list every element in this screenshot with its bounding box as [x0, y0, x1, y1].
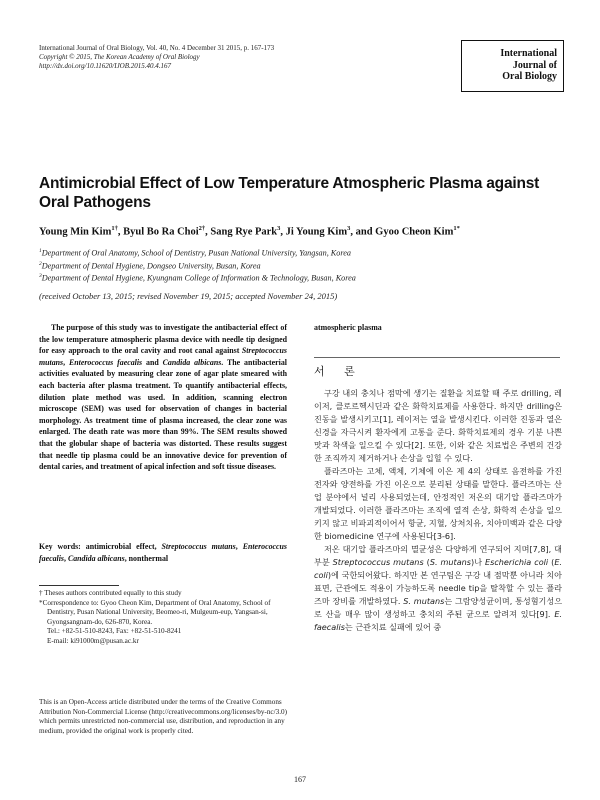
affiliation-line: [39, 246, 559, 259]
footnote-equal-contribution: † Theses authors contributed equally to this study: [39, 589, 182, 597]
body-run: 플라즈마는 고체, 액체, 기체에 이은 제 4의 상태로 음전하를 가진 전자와 양전하를 가진 이온으로 분리된 상태를 말한다. 플라즈마는 산업 분야에서 널리 사용되었는데, 안정적인 저온의 대기압 플라즈마가 개발되었다. 이러한 플라즈마는 조직에 열적 손상, 화학적 손상을 일으키지 않고 비파괴적이어서 항균, 지혈, 상처치유, 치아미백과 같은 다양한 biomedicine 연구에 사용된다[3-6].: [314, 466, 562, 541]
journal-header-info: [39, 44, 369, 71]
body-run: )나: [471, 557, 485, 567]
journal-name-line: International: [500, 48, 557, 59]
body-run: 구강 내의 충치나 점막에 생기는 질환을 치료할 때 주로 drilling, 레이저, 클로르헥시딘과 같은 화학치료제를 사용한다. 하지만 drilling은 진동을 발생시키고[1], 레이저는 열을 발생시킨다. 이러한 진동과 열은 신경을 자극시켜 환자에게 고통을 준다. 화학치료제의 경우 기분 나쁜 맛과 착색을 일으킬 수 있다[2]. 또한, 이와 같은 치료법은 주변의 건강한 조직까지 제거하거나 손상을 입힐 수 있다.: [314, 388, 562, 463]
header-citation: International Journal of Oral Biology, Vol. 40, No. 4 December 31 2015, p. 167-173: [39, 44, 275, 52]
abstract-italic: Enterococcus faecalis: [68, 357, 143, 367]
abstract: [39, 322, 287, 473]
body-paragraph: [314, 387, 562, 465]
author-name: Ji Young Kim: [285, 226, 348, 238]
author-name: Gyoo Cheon Kim: [375, 226, 454, 238]
author-affiliation-mark: 1*: [453, 225, 460, 232]
keyword-italic: Enterococcus faecalis: [39, 542, 287, 563]
body-run: (: [423, 557, 430, 567]
body-text: [314, 387, 562, 634]
section-heading-introduction: 서 론: [314, 365, 363, 378]
journal-name-line: Journal of: [512, 59, 557, 71]
author-name: Sang Rye Park: [210, 226, 278, 238]
body-run: 는 그람양성균이며, 통성혐기성으로 산을 매우 많이 생성하고 충치의 주된 균으로 알려져 있다[9].: [314, 596, 563, 619]
author-separator: ,: [117, 226, 124, 238]
affiliation-line: [39, 259, 559, 272]
header-doi[interactable]: http://dx.doi.org/10.11620/IJOB.2015.40.4.167: [39, 62, 172, 70]
body-run: )에 국한되어왔다. 하지만 본 연구팀은 구강 내 점막뿐 아니라 치아 표면, 근관에도 적용이 가능하도록 needle tip을 탈착할 수 있는 플라즈마 장비를 개발하였다.: [314, 570, 562, 606]
body-italic: Streptococcus mutans: [332, 557, 424, 567]
affiliation-mark: 3: [39, 273, 42, 280]
body-run: 저온 대기압 플라즈마의 멸균성은 다양하게 연구되어 지며[7,8], 대부분: [314, 544, 562, 567]
body-run: (: [548, 557, 555, 567]
header-copyright: Copyright © 2015, The Korean Academy of Oral Biology: [39, 53, 200, 61]
affiliation-text: Department of Dental Hygiene, Dongseo University, Busan, Korea: [41, 261, 261, 271]
author-affiliation-mark: 3: [347, 225, 351, 232]
abstract-run: and: [142, 357, 163, 367]
journal-name-box: [461, 40, 564, 92]
journal-name-line: Oral Biology: [502, 71, 557, 82]
body-italic: S. mutans: [429, 557, 472, 567]
author-affiliation-mark: 1†: [111, 225, 118, 232]
body-paragraph: [314, 465, 562, 543]
keywords: [39, 541, 287, 564]
footnotes: [39, 589, 287, 647]
body-italic: E. faecalis: [314, 609, 562, 632]
affiliation-text: Department of Dental Hygiene, Kyungnam College of Information & Technology, Busan, Korea: [41, 274, 356, 284]
section-divider: [314, 357, 560, 358]
affiliation-mark: 1: [39, 248, 42, 254]
footnote-correspondence: *Correspondence to: Gyoo Cheon Kim, Department of Oral Anatomy, School of Dentistry, Pusan National University, Beomeo-ri, Mulgeum-eup, Yangsan-si, Gyongsangnam-do, 626-870, Korea.: [39, 598, 271, 626]
abstract-italic: Streptococcus mutans: [39, 346, 287, 367]
author-name: Byul Bo Ra Choi: [123, 226, 199, 238]
body-italic: S. mutans: [403, 596, 445, 606]
open-access-notice: This is an Open-Access article distributed under the terms of the Creative Commons Attribution Non-Commercial License (http://creativecommons.org/licenses/by-nc/3.0) which permits unrestricted non-commercial use, distribution, and reproduction in any medium, provided the original work is properly cited.: [39, 698, 287, 735]
keyword-italic: Candida albicans: [67, 553, 125, 563]
author-separator: ,: [205, 226, 211, 238]
keywords-label: Key words:: [39, 542, 86, 551]
article-title: Antimicrobial Effect of Low Temperature Atmospheric Plasma against Oral Pathogens: [39, 175, 540, 211]
affiliation-list: [39, 246, 559, 284]
keywords-continuation: atmospheric plasma: [314, 323, 382, 332]
page-number: 167: [294, 775, 306, 784]
keyword-run: antimicrobial effect,: [85, 542, 162, 551]
abstract-run: . The antibacterial activities evaluated by measuring clear zone of agar plate smeared with each bacteria after plasma treatment. To quantify antibacterial effects, dilution plate method was used. In addition, scanning electron microscope (SEM) was used for observation of changes in bacterial morphology. As treatment time of plasma increased, the clear zone was enlarged. The death rate was more than 99%. The SEM results showed that the globular shape of bacteria was distorted. These results suggest that needle tip plasma could be an innovative device for prevention of dental caries, and treatment of apical infection and soft tissue diseases.: [39, 357, 287, 472]
keyword-italic: Streptococcus mutans: [161, 542, 236, 551]
abstract-run: ,: [63, 357, 69, 367]
author-name: Young Min Kim: [39, 226, 112, 238]
footnote-divider: [39, 585, 119, 586]
affiliation-text: Department of Oral Anatomy, School of Dentistry, Pusan National University, Yangsan, Korea: [41, 248, 351, 258]
author-list: [39, 222, 569, 239]
abstract-run: The purpose of this study was to investigate the antibacterial effect of the low temperature atmospheric plasma device with needle tip designed for easy approach to the oral cavity and root canal against: [39, 323, 287, 356]
body-run: 는 근관치료 실패에 있어 중: [344, 622, 442, 632]
body-paragraph: [314, 543, 562, 634]
keyword-run: , nonthermal: [124, 553, 169, 563]
keyword-run: ,: [63, 553, 68, 563]
author-affiliation-mark: 2†: [198, 225, 206, 232]
received-dates: (received October 13, 2015; revised November 19, 2015; accepted November 24, 2015): [39, 291, 338, 301]
body-italic: E. coli: [314, 557, 562, 580]
body-italic: Escherichia coli: [485, 557, 549, 567]
footnote-phone: Tel.: +82-51-510-8243, Fax: +82-51-510-8241: [47, 627, 182, 636]
author-separator: ,: [280, 226, 286, 238]
affiliation-line: [39, 271, 559, 284]
affiliation-mark: 2: [39, 260, 42, 267]
footnote-email[interactable]: E-mail: ki91000m@pusan.ac.kr: [47, 636, 139, 645]
author-affiliation-mark: 3: [277, 225, 281, 232]
keyword-run: ,: [235, 542, 243, 551]
author-separator: , and: [350, 226, 376, 238]
abstract-italic: Candida albicans: [162, 357, 222, 367]
